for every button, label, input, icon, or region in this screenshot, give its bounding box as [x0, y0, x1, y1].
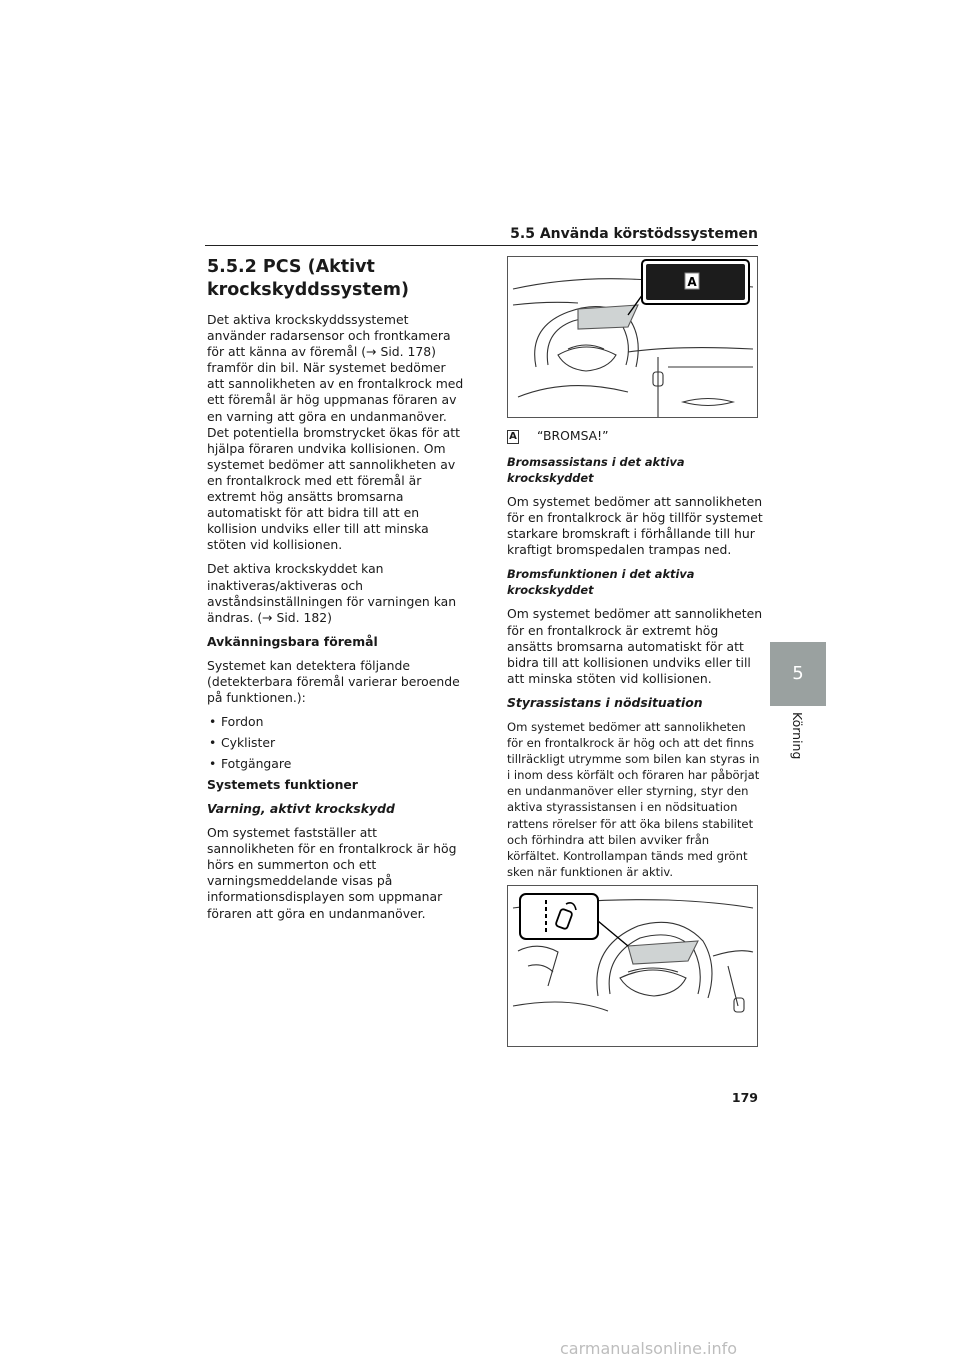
- detectable-objects-list: [207, 714, 465, 772]
- warning-subheading: Varning, aktivt krockskydd: [207, 801, 395, 817]
- section-header: 5.5 Använda körstödssystemen: [205, 226, 758, 246]
- intro-paragraph: Det aktiva krockskyddssystemet använder radarsensor och frontkamera för att känna av föremål (→ Sid. 178) framför din bil. När systemet bedömer att sannolikheten av en frontalkrock med ett föremål är hög uppmanas föraren av en varning att göra en undanmanöver. Det potentiella bromstrycket ökas för att hjälpa föraren undvika kollisionen. Om systemet bedömer att sannolikheten av en frontalkrock med ett föremål är extremt hög ansätts bromsarna automatiskt för att bidra till att en kollision undviks eller till att minska stöten vid kollisionen.: [207, 312, 464, 553]
- list-item: • Cyklister: [207, 735, 465, 751]
- steering-assist-paragraph: Om systemet bedömer att sannolikheten för en frontalkrock är hög och att det finns tillräckligt utrymme som bilen kan styras in i inom dess körfält och föraren har påbörjat en undanmanöver eller styrning, styr den aktiva styrassistansen i en nödsituation rattens rörelser för att öka bilens stabilitet och förhindra att bilen avviker från körfältet. Kontrollampan tänds med grönt sken när funktionen är aktiv.: [507, 719, 760, 879]
- list-item: • Fordon: [207, 714, 465, 730]
- brake-function-paragraph: Om systemet bedömer att sannolikheten för en frontalkrock är extremt hög ansätts bromsarna automatiskt för att bidra till att kollisionen undviks eller till att minska stöten vid kollisionen.: [507, 606, 763, 686]
- warning-paragraph: Om systemet fastställer att sannolikheten för en frontalkrock är hög hörs en summerton och ett varningsmeddelande visas på informationsdisplayen som uppmanar föraren att göra en undanmanöver.: [207, 825, 457, 921]
- list-item: • Fotgängare: [207, 756, 465, 772]
- watermark: carmanualsonline.info: [560, 1339, 738, 1358]
- brake-assist-paragraph: Om systemet bedömer att sannolikheten för en frontalkrock är hög tillför systemet starkare bromskraft i förhållande till hur kraftigt bromspedalen trampas ned.: [507, 494, 763, 558]
- brake-assist-subheading: Bromsassistans i det aktiva krockskyddet: [507, 455, 685, 486]
- brake-function-subheading: Bromsfunktionen i det aktiva krockskyddet: [507, 567, 695, 598]
- dashboard-illustration: [508, 257, 757, 417]
- left-column: [207, 256, 465, 930]
- settings-paragraph: Det aktiva krockskyddet kan inaktiveras/aktiveras och avståndsinställningen för varningen kan ändras. (→ Sid. 182): [207, 561, 457, 625]
- figure-label-a: A: [687, 275, 697, 289]
- page-number: 179: [731, 1090, 758, 1105]
- chapter-tab: 5: [770, 642, 826, 706]
- figure-caption: [507, 428, 765, 444]
- section-title: 5.5.2 PCS (Aktivt krockskyddssystem): [207, 257, 409, 300]
- dashboard-figure-warning: [507, 256, 758, 418]
- steering-illustration: [508, 886, 757, 1046]
- chapter-tab-label: Körning: [790, 712, 805, 760]
- dashboard-figure-steering: [507, 885, 758, 1047]
- right-column: [507, 256, 765, 888]
- system-functions-heading: Systemets funktioner: [207, 777, 358, 793]
- steering-assist-subheading: Styrassistans i nödsituation: [507, 694, 703, 710]
- detectable-objects-heading: Avkänningsbara föremål: [207, 633, 378, 649]
- detectable-objects-paragraph: Systemet kan detektera följande (detekterbara föremål varierar beroende på funktionen.):: [207, 657, 460, 705]
- caption-text: “BROMSA!”: [537, 428, 609, 443]
- caption-letter: A: [507, 430, 519, 444]
